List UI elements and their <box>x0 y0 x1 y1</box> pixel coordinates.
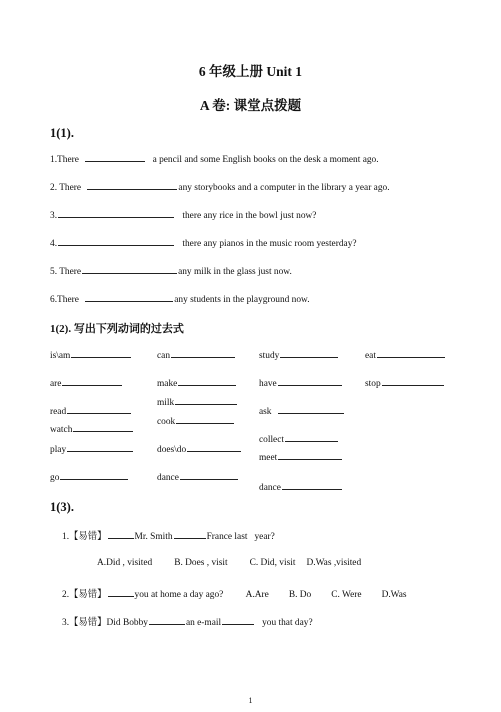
answer-blank[interactable] <box>382 376 444 386</box>
section-heading-1-3: 1(3). <box>50 500 74 514</box>
option-a[interactable]: A.Did , visited <box>97 558 153 568</box>
verb-item: play <box>50 442 133 455</box>
verb-item: have <box>259 376 342 389</box>
verb-item: dance <box>157 470 238 483</box>
option-c[interactable]: C. Did, visit <box>249 558 296 568</box>
answer-blank[interactable] <box>278 404 344 414</box>
exercise-line-4: 4. there any pianos in the music room yesterday? <box>50 236 357 249</box>
answer-blank[interactable] <box>278 376 342 386</box>
answer-blank[interactable] <box>149 615 185 625</box>
page-number: 1 <box>248 696 253 705</box>
answer-blank[interactable] <box>108 587 134 597</box>
answer-blank[interactable] <box>62 376 122 386</box>
option-b[interactable]: B. Do <box>288 590 312 600</box>
answer-blank[interactable] <box>171 348 235 358</box>
mc-options-1 <box>97 558 361 568</box>
option-a[interactable]: A.Are <box>245 590 269 600</box>
verb-item: stop <box>365 376 444 389</box>
answer-blank[interactable] <box>377 348 445 358</box>
answer-blank[interactable] <box>60 470 128 480</box>
verb-item: does\do <box>157 442 241 455</box>
answer-blank[interactable] <box>278 450 342 460</box>
verb-item: ask <box>259 404 344 417</box>
answer-blank[interactable] <box>58 208 174 218</box>
verb-item: milk <box>157 395 237 408</box>
option-b[interactable]: B. Does , visit <box>174 558 228 568</box>
answer-blank[interactable] <box>71 348 131 358</box>
answer-blank[interactable] <box>176 414 234 424</box>
verb-item: watch <box>50 422 133 435</box>
answer-blank[interactable] <box>175 395 237 405</box>
verb-item: cook <box>157 414 234 427</box>
mc-question-3: 3.【易错】Did Bobby an e-mail you that day? <box>62 614 313 628</box>
exercise-line-6: 6.There any students in the playground now. <box>50 292 310 305</box>
section-heading-1-2: 1(2). 写出下列动词的过去式 <box>50 323 184 335</box>
page-subtitle: A 卷: 课堂点拨题 <box>199 98 302 113</box>
exercise-line-5: 5. There any milk in the glass just now. <box>50 264 292 277</box>
verb-item: can <box>157 348 235 361</box>
verb-item: go <box>50 470 128 483</box>
option-c[interactable]: C. Were <box>331 590 362 600</box>
verb-item: make <box>157 376 236 389</box>
mc-question-2: 2.【易错】 you at home a day ago? A.Are B. Do C. Were D.Was <box>62 586 407 600</box>
mc-question-1: 1.【易错】 Mr. Smith France last year? <box>62 528 275 542</box>
verb-item: read <box>50 404 131 417</box>
answer-blank[interactable] <box>282 480 342 490</box>
verb-item: are <box>50 376 122 389</box>
answer-blank[interactable] <box>67 442 133 452</box>
exercise-line-3: 3. there any rice in the bowl just now? <box>50 208 316 221</box>
answer-blank[interactable] <box>178 376 236 386</box>
verb-item: dance <box>259 480 342 493</box>
answer-blank[interactable] <box>285 432 338 442</box>
answer-blank[interactable] <box>67 404 131 414</box>
answer-blank[interactable] <box>73 422 133 432</box>
option-d[interactable]: D.Was <box>381 590 407 600</box>
answer-blank[interactable] <box>187 442 241 452</box>
exercise-line-1: 1.There a pencil and some English books on the desk a moment ago. <box>50 152 379 165</box>
verb-item: eat <box>365 348 445 361</box>
answer-blank[interactable] <box>180 470 238 480</box>
answer-blank[interactable] <box>58 236 174 246</box>
option-d[interactable]: D.Was ,visited <box>306 558 362 568</box>
exercise-line-2: 2. There any storybooks and a computer in the library a year ago. <box>50 180 390 193</box>
answer-blank[interactable] <box>85 292 173 302</box>
verb-item: meet <box>259 450 342 463</box>
answer-blank[interactable] <box>87 180 177 190</box>
verb-item: study <box>259 348 338 361</box>
answer-blank[interactable] <box>280 348 338 358</box>
verb-item: collect <box>259 432 338 445</box>
answer-blank[interactable] <box>174 529 206 539</box>
verb-item: is\am <box>50 348 131 361</box>
answer-blank[interactable] <box>82 264 177 274</box>
section-heading-1-1: 1(1). <box>50 126 74 140</box>
page-title: 6 年级上册 Unit 1 <box>198 64 303 79</box>
answer-blank[interactable] <box>222 615 254 625</box>
answer-blank[interactable] <box>85 152 145 162</box>
answer-blank[interactable] <box>108 529 134 539</box>
